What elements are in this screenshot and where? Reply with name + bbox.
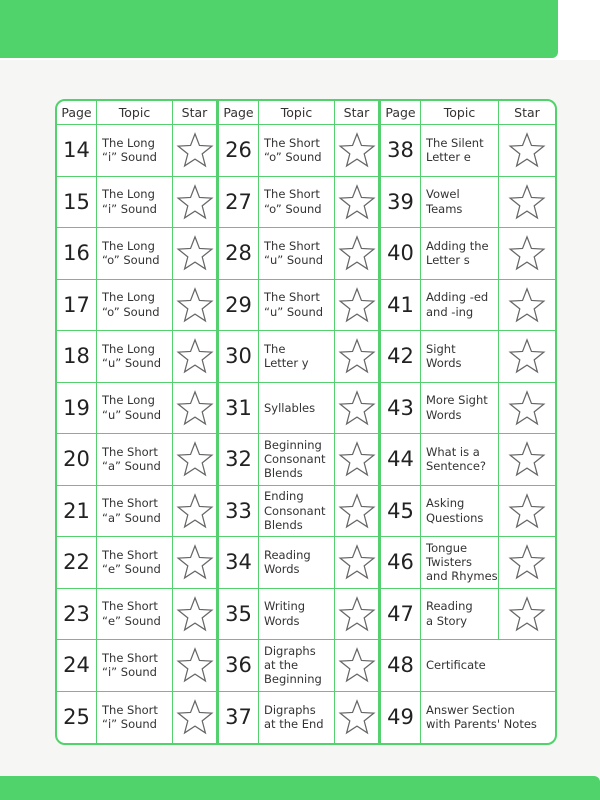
star-cell <box>335 280 381 332</box>
page-number: 32 <box>219 434 259 486</box>
star-cell <box>499 486 555 538</box>
star-cell <box>499 434 555 486</box>
star-cell <box>173 589 219 641</box>
star-cell <box>335 692 381 744</box>
star-outline-icon <box>176 184 214 220</box>
star-outline-icon <box>338 132 376 168</box>
star-cell <box>499 589 555 641</box>
topic-label: Tongue Twisters and Rhymes <box>421 537 499 589</box>
bottom-green-banner <box>0 776 600 800</box>
page-number: 17 <box>57 280 97 332</box>
star-cell <box>173 280 219 332</box>
star-cell <box>335 177 381 229</box>
star-cell <box>173 640 219 692</box>
page-number: 48 <box>381 640 421 692</box>
star-outline-icon <box>338 596 376 632</box>
header-page: Page <box>381 101 421 125</box>
star-outline-icon <box>508 493 546 529</box>
topic-label: What is a Sentence? <box>421 434 499 486</box>
topic-label: Adding the Letter s <box>421 228 499 280</box>
star-outline-icon <box>176 287 214 323</box>
star-outline-icon <box>176 544 214 580</box>
star-outline-icon <box>338 699 376 735</box>
star-cell <box>499 537 555 589</box>
page-number: 49 <box>381 692 421 744</box>
star-outline-icon <box>176 699 214 735</box>
topic-label: The Silent Letter e <box>421 125 499 177</box>
star-cell <box>335 125 381 177</box>
star-cell <box>499 228 555 280</box>
page-number: 36 <box>219 640 259 692</box>
star-outline-icon <box>338 441 376 477</box>
star-outline-icon <box>176 338 214 374</box>
header-page: Page <box>57 101 97 125</box>
star-cell <box>335 589 381 641</box>
page-number: 15 <box>57 177 97 229</box>
page-number: 43 <box>381 383 421 435</box>
page-number: 14 <box>57 125 97 177</box>
page-number: 22 <box>57 537 97 589</box>
star-outline-icon <box>508 441 546 477</box>
page-number: 31 <box>219 383 259 435</box>
topic-label: The Short “o” Sound <box>259 177 335 229</box>
page-number: 41 <box>381 280 421 332</box>
header-topic: Topic <box>97 101 173 125</box>
star-cell <box>499 280 555 332</box>
star-outline-icon <box>338 235 376 271</box>
header-star: Star <box>499 101 555 125</box>
star-outline-icon <box>508 184 546 220</box>
page-number: 19 <box>57 383 97 435</box>
topic-label: Writing Words <box>259 589 335 641</box>
topic-label: Reading Words <box>259 537 335 589</box>
progress-chart-table <box>55 99 557 745</box>
star-cell <box>335 383 381 435</box>
star-outline-icon <box>176 132 214 168</box>
star-outline-icon <box>176 235 214 271</box>
star-cell <box>335 486 381 538</box>
star-cell <box>173 177 219 229</box>
star-cell <box>173 537 219 589</box>
page-number: 44 <box>381 434 421 486</box>
topic-label: The Short “u” Sound <box>259 228 335 280</box>
topic-label: The Short “i” Sound <box>97 640 173 692</box>
star-cell <box>499 125 555 177</box>
topic-label: The Short “i” Sound <box>97 692 173 744</box>
topic-label: The Long “i” Sound <box>97 177 173 229</box>
page-number: 25 <box>57 692 97 744</box>
star-cell <box>499 177 555 229</box>
page-number: 29 <box>219 280 259 332</box>
star-outline-icon <box>338 287 376 323</box>
topic-label: The Letter y <box>259 331 335 383</box>
star-cell <box>173 228 219 280</box>
star-outline-icon <box>338 647 376 683</box>
topic-label: The Short “a” Sound <box>97 486 173 538</box>
topic-label: The Short “a” Sound <box>97 434 173 486</box>
topic-label: Reading a Story <box>421 589 499 641</box>
page-number: 47 <box>381 589 421 641</box>
page-number: 23 <box>57 589 97 641</box>
topic-label: The Short “e” Sound <box>97 589 173 641</box>
header-star: Star <box>335 101 381 125</box>
page-number: 28 <box>219 228 259 280</box>
page-number: 40 <box>381 228 421 280</box>
star-cell <box>173 125 219 177</box>
table-grid <box>57 101 555 743</box>
page-number: 42 <box>381 331 421 383</box>
topic-label: Asking Questions <box>421 486 499 538</box>
star-outline-icon <box>176 596 214 632</box>
topic-label: Syllables <box>259 383 335 435</box>
star-cell <box>173 331 219 383</box>
star-cell <box>335 537 381 589</box>
star-outline-icon <box>338 390 376 426</box>
topic-label: Digraphs at the End <box>259 692 335 744</box>
topic-label: The Short “o” Sound <box>259 125 335 177</box>
star-cell <box>173 434 219 486</box>
star-outline-icon <box>508 287 546 323</box>
topic-label: The Long “u” Sound <box>97 383 173 435</box>
topic-label: Vowel Teams <box>421 177 499 229</box>
topic-label: The Long “i” Sound <box>97 125 173 177</box>
topic-label: The Short “e” Sound <box>97 537 173 589</box>
top-green-banner <box>0 0 558 58</box>
header-topic: Topic <box>421 101 499 125</box>
page-number: 24 <box>57 640 97 692</box>
top-margin <box>0 0 600 60</box>
star-outline-icon <box>508 235 546 271</box>
star-outline-icon <box>338 338 376 374</box>
star-cell <box>173 692 219 744</box>
topic-label: The Long “u” Sound <box>97 331 173 383</box>
star-outline-icon <box>176 441 214 477</box>
topic-label: The Long “o” Sound <box>97 280 173 332</box>
star-outline-icon <box>176 647 214 683</box>
page-number: 45 <box>381 486 421 538</box>
star-outline-icon <box>508 544 546 580</box>
star-outline-icon <box>338 493 376 529</box>
star-cell <box>173 486 219 538</box>
topic-label: Adding -ed and -ing <box>421 280 499 332</box>
page-number: 37 <box>219 692 259 744</box>
page-number: 30 <box>219 331 259 383</box>
star-outline-icon <box>508 390 546 426</box>
topic-label: Ending Consonant Blends <box>259 486 335 538</box>
page-number: 33 <box>219 486 259 538</box>
star-outline-icon <box>508 596 546 632</box>
star-outline-icon <box>508 132 546 168</box>
page-number: 35 <box>219 589 259 641</box>
star-outline-icon <box>338 184 376 220</box>
header-topic: Topic <box>259 101 335 125</box>
star-cell <box>335 228 381 280</box>
star-cell <box>335 331 381 383</box>
page-number: 46 <box>381 537 421 589</box>
page-number: 38 <box>381 125 421 177</box>
page-number: 34 <box>219 537 259 589</box>
star-cell <box>335 434 381 486</box>
topic-label: Answer Section with Parents' Notes <box>426 702 537 732</box>
topic-label: The Short “u” Sound <box>259 280 335 332</box>
star-cell <box>173 383 219 435</box>
page-number: 21 <box>57 486 97 538</box>
page-number: 26 <box>219 125 259 177</box>
page-number: 16 <box>57 228 97 280</box>
page-number: 20 <box>57 434 97 486</box>
topic-label: Certificate <box>421 640 555 692</box>
header-star: Star <box>173 101 219 125</box>
star-outline-icon <box>176 390 214 426</box>
header-page: Page <box>219 101 259 125</box>
topic-label: Digraphs at the Beginning <box>259 640 335 692</box>
star-cell <box>499 383 555 435</box>
page-number: 27 <box>219 177 259 229</box>
star-outline-icon <box>338 544 376 580</box>
topic-label: More Sight Words <box>421 383 499 435</box>
topic-label: Beginning Consonant Blends <box>259 434 335 486</box>
star-outline-icon <box>176 493 214 529</box>
page-number: 18 <box>57 331 97 383</box>
page-number: 39 <box>381 177 421 229</box>
topic-label: Sight Words <box>421 331 499 383</box>
star-outline-icon <box>508 338 546 374</box>
star-cell <box>335 640 381 692</box>
topic-label: The Long “o” Sound <box>97 228 173 280</box>
star-cell <box>499 331 555 383</box>
